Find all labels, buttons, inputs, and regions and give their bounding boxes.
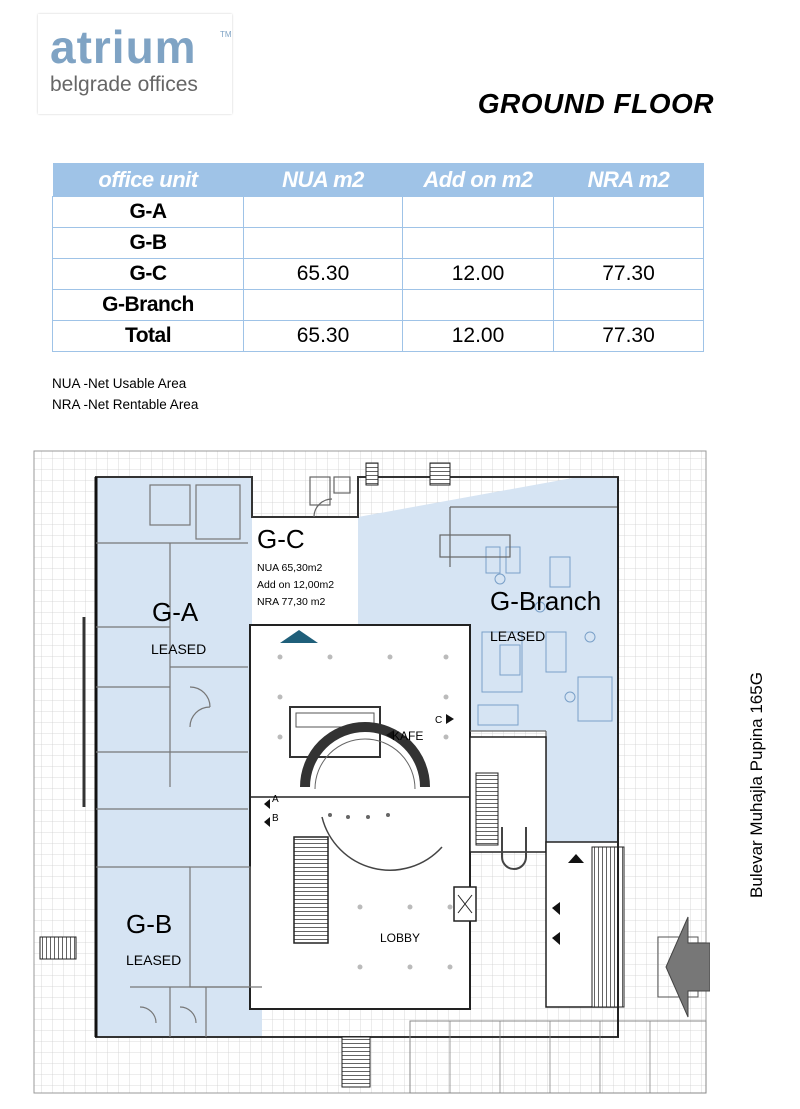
label-ga: G-A: [152, 597, 199, 627]
south-stair: [342, 1037, 370, 1087]
label-lobby: LOBBY: [380, 931, 421, 945]
north-stair: [366, 463, 378, 485]
label-gbranch: G-Branch: [490, 586, 602, 616]
label-kafe: KAFE: [392, 729, 424, 743]
street-label-wrap: [746, 640, 768, 930]
header-add-on: Add on m2: [403, 163, 554, 197]
cell-nua: [244, 197, 403, 228]
table-row: [53, 228, 704, 259]
status-ga: LEASED: [151, 641, 207, 657]
table-row: [53, 259, 704, 290]
cell-unit-total: Total: [53, 321, 244, 352]
gc-nua: NUA 65,30m2: [257, 562, 323, 574]
gc-nra: NRA 77,30 m2: [257, 596, 326, 608]
cell-nua-total: 65.30: [244, 321, 403, 352]
table-header-row: [53, 163, 704, 197]
cell-unit: G-Branch: [53, 290, 244, 321]
entrance-steps: [592, 847, 624, 1007]
cell-unit: G-C: [53, 259, 244, 290]
gc-add-on: Add on 12,00m2: [257, 579, 335, 591]
cell-nra-total: 77.30: [554, 321, 704, 352]
street-label: Bulevar Muhajla Pupina 165G: [747, 672, 766, 898]
floor-plan: [30, 447, 710, 1097]
header-nra: NRA m2: [554, 163, 704, 197]
lobby-staircase: [294, 837, 328, 943]
note-nua: NUA -Net Usable Area: [52, 376, 187, 391]
cell-nua: 65.30: [244, 259, 403, 290]
cell-unit: G-B: [53, 228, 244, 259]
logo-tagline: belgrade offices: [50, 73, 198, 96]
cell-unit: G-A: [53, 197, 244, 228]
label-gc: G-C: [257, 524, 305, 554]
cell-nra: [554, 228, 704, 259]
label-b: B: [272, 813, 279, 824]
cell-add-on: 12.00: [403, 259, 554, 290]
logo-wordmark: atrium: [50, 21, 197, 73]
status-gbranch: LEASED: [490, 628, 546, 644]
label-a: A: [272, 794, 279, 805]
page-title: GROUND FLOOR: [477, 88, 714, 119]
lobby-box: [250, 625, 470, 1009]
logo: [38, 14, 232, 114]
north-stair-2: [430, 463, 450, 485]
gc-info: [257, 560, 334, 611]
status-gb: LEASED: [126, 952, 182, 968]
table-row: [53, 290, 704, 321]
floor-plan-drawing: [30, 447, 710, 1097]
cell-nua: [244, 228, 403, 259]
cell-add-on: [403, 290, 554, 321]
label-c: C: [435, 715, 443, 726]
abbreviation-notes: [52, 373, 198, 415]
header-office-unit: office unit: [53, 163, 244, 197]
cell-add-on: [403, 228, 554, 259]
table-row: [53, 197, 704, 228]
cell-add-on: [403, 197, 554, 228]
west-stair: [40, 937, 76, 959]
core-stair: [476, 773, 498, 845]
cell-nra: [554, 290, 704, 321]
note-nra: NRA -Net Rentable Area: [52, 397, 199, 412]
cell-nua: [244, 290, 403, 321]
table-total-row: [53, 321, 704, 352]
area-table: [52, 163, 704, 352]
header-nua: NUA m2: [244, 163, 403, 197]
cell-add-on-total: 12.00: [403, 321, 554, 352]
logo-trademark: TM: [220, 30, 232, 39]
cell-nra: [554, 197, 704, 228]
label-gb: G-B: [126, 909, 173, 939]
cell-nra: 77.30: [554, 259, 704, 290]
